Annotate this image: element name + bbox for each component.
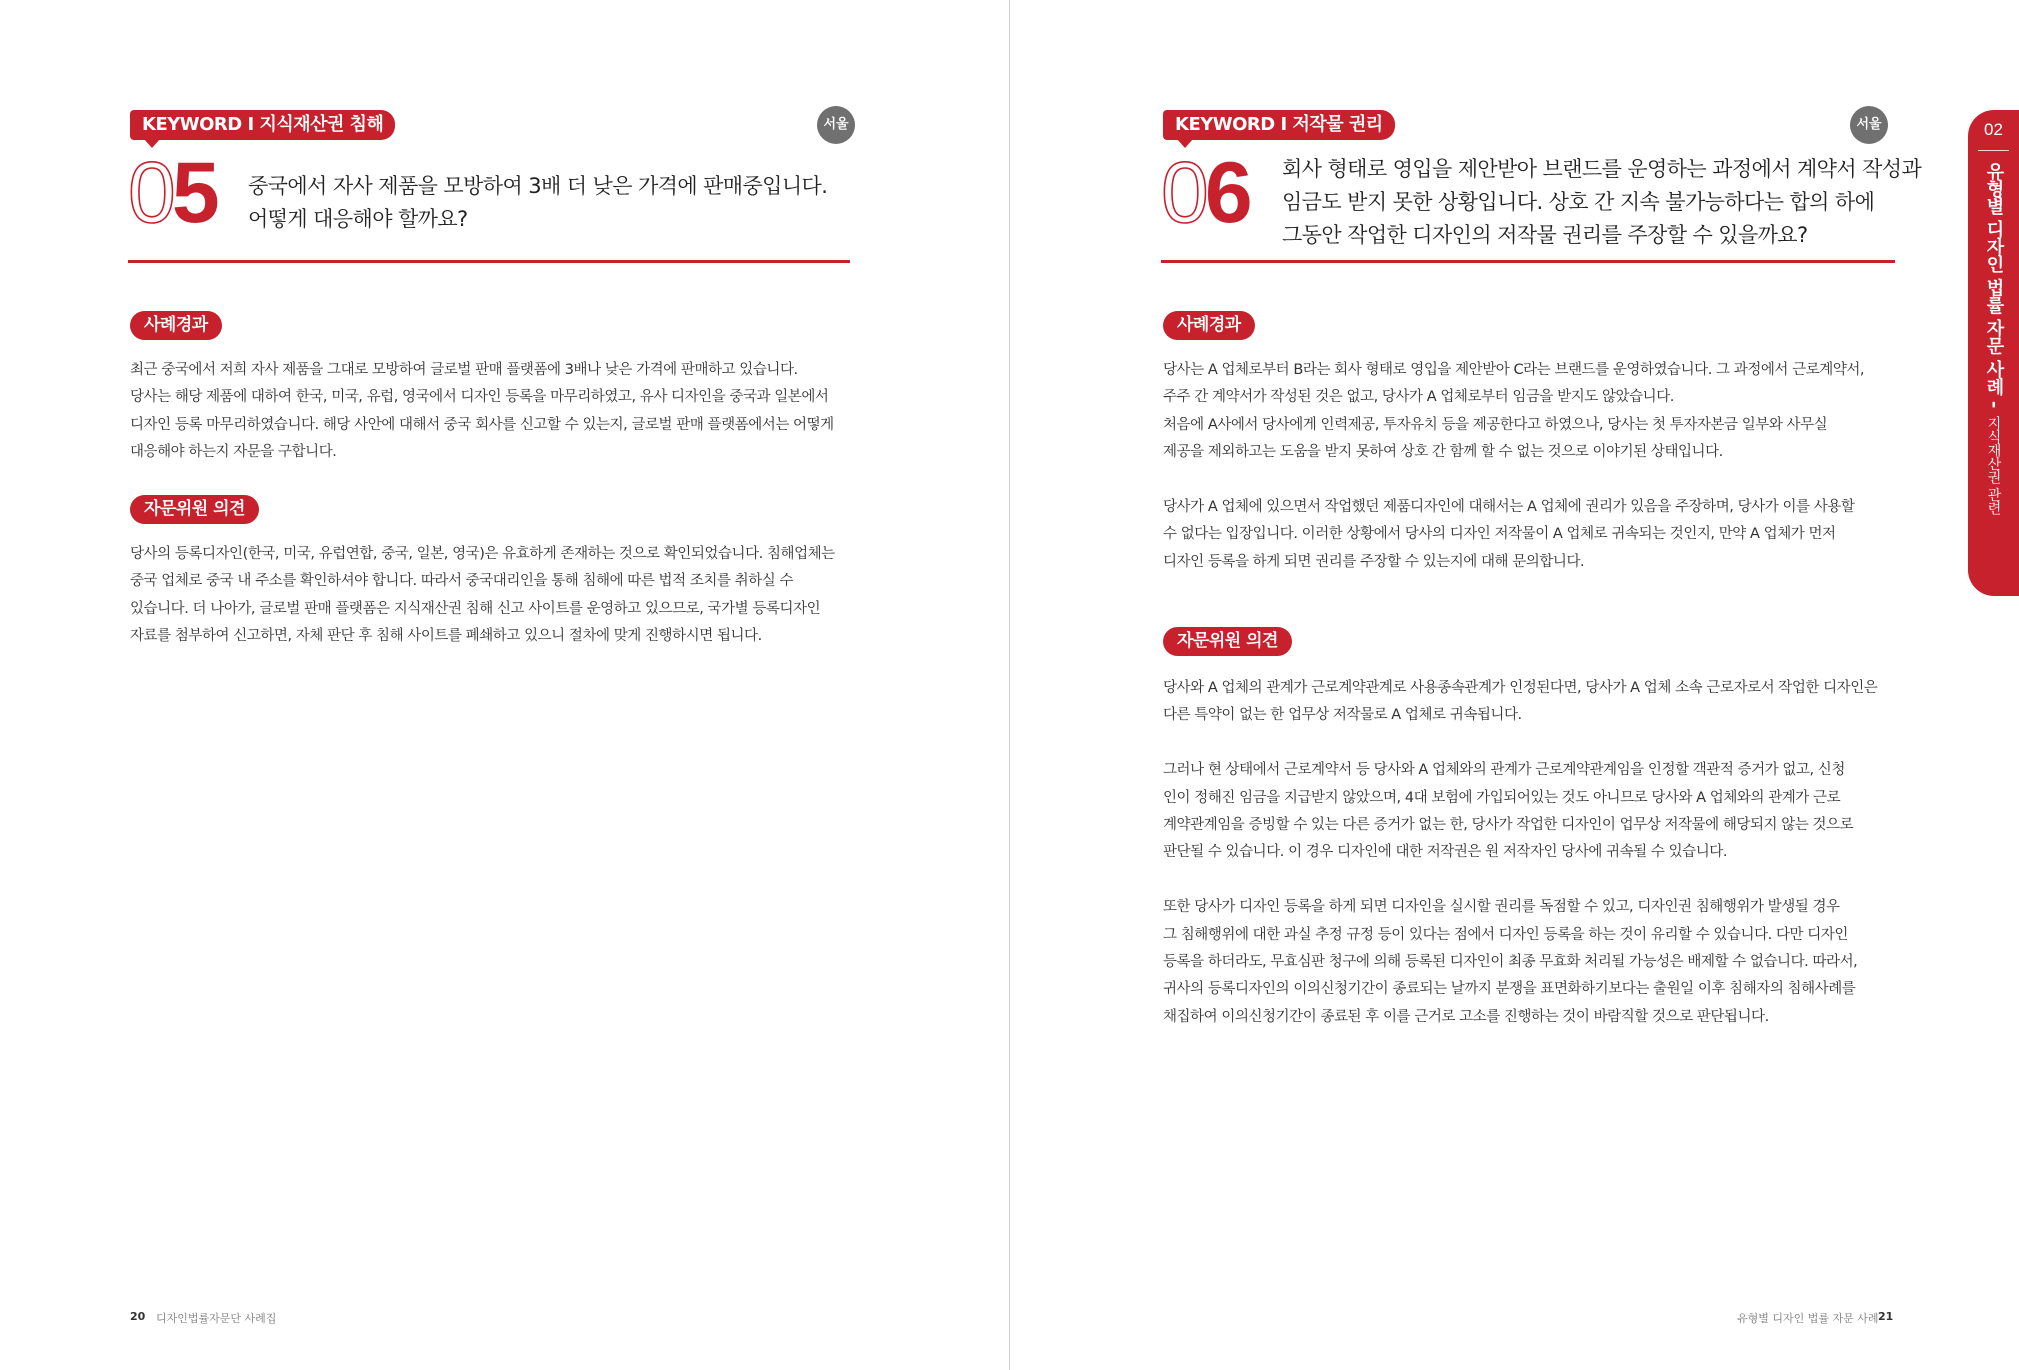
footer-title: 유형별 디자인 법률 자문 사례 — [1737, 1312, 1879, 1325]
body-line: 채집하여 이의신청기간이 종료된 후 이를 근거로 고소를 진행하는 것이 바람직할 것으로 판단됩니다. — [1163, 1008, 1769, 1025]
chapter-index-tab[interactable] — [1968, 110, 2019, 596]
body-line: 판단될 수 있습니다. 이 경우 디자인에 대한 저작권은 원 저작자인 당사에 귀속될 수 있습니다. — [1163, 844, 1727, 861]
right-page — [1010, 0, 2019, 1370]
body-line: 그 침해행위에 대한 과실 추정 규정 등이 있다는 점에서 디자인 등록을 하는 것이 유리할 수 있습니다. 다만 디자인 — [1163, 926, 1848, 943]
keyword-tag: KEYWORD I 저작물 권리 — [1163, 110, 1395, 140]
question-number — [1161, 145, 1249, 241]
page-number: 21 — [1878, 1310, 1894, 1323]
body-line: 대응해야 하는지 자문을 구합니다. — [130, 444, 337, 461]
chapter-title-sub: 지식재산권 관련 — [1985, 415, 2002, 515]
body-line: 당사는 A 업체로부터 B라는 회사 형태로 영입을 제안받아 C라는 브랜드를 운영하였습니다. 그 과정에서 근로계약서, — [1163, 362, 1865, 378]
question-title — [1282, 153, 1922, 252]
question-divider — [128, 260, 850, 263]
question-title — [248, 170, 868, 236]
region-badge: 서울 — [1850, 106, 1888, 144]
question-line: 그동안 작업한 디자인의 저작물 권리를 주장할 수 있을까요? — [1282, 223, 1808, 247]
opinion-body — [1163, 675, 1899, 1031]
body-line: 처음에 A사에서 당사에게 인력제공, 투자유치 등을 제공한다고 하였으나, 당사는 첫 투자자본금 일부와 사무실 — [1163, 416, 1828, 433]
body-line: 또한 당사가 디자인 등록을 하게 되면 디자인을 실시할 권리를 독점할 수 있고, 디자인권 침해행위가 발생될 경우 — [1163, 899, 1840, 916]
body-line: 주주 간 계약서가 작성된 것은 없고, 당사가 A 업체로부터 임금을 받지도 않았습니다. — [1163, 389, 1674, 406]
question-number-solid: 5 — [171, 145, 216, 241]
body-line: 디자인 등록 마무리하였습니다. 해당 사안에 대해서 중국 회사를 신고할 수 있는지, 글로벌 판매 플랫폼에서는 어떻게 — [130, 416, 834, 433]
question-number — [128, 145, 216, 241]
left-page — [0, 0, 1009, 1370]
footer-title: 디자인법률자문단 사례집 — [156, 1312, 277, 1325]
question-divider — [1161, 260, 1895, 263]
question-line: 임금도 받지 못한 상황입니다. 상호 간 지속 불가능하다는 합의 하에 — [1282, 190, 1875, 214]
question-line: 중국에서 자사 제품을 모방하여 3배 더 낮은 가격에 판매중입니다. — [248, 174, 828, 198]
question-number-solid: 6 — [1204, 145, 1249, 241]
body-line: 제공을 제외하고는 도움을 받지 못하여 상호 간 함께 할 수 없는 것으로 이야기된 상태입니다. — [1163, 444, 1723, 461]
section-label-opinion: 자문위원 의견 — [130, 495, 259, 524]
body-line: 인이 정해진 임금을 지급받지 않았으며, 4대 보험에 가입되어있는 것도 아니므로 당사와 A 업체와의 관계가 근로 — [1163, 789, 1841, 806]
chapter-number: 02 — [1984, 120, 2003, 139]
body-line: 귀사의 등록디자인의 이의신청기간이 종료되는 날까지 분쟁을 표면화하기보다는 출원일 이후 침해자의 침해사례를 — [1163, 981, 1856, 998]
question-number-outline: 0 — [128, 145, 172, 241]
keyword-tag: KEYWORD I 지식재산권 침해 — [130, 110, 395, 140]
opinion-body — [130, 541, 854, 651]
body-line: 있습니다. 더 나아가, 글로벌 판매 플랫폼은 지식재산권 침해 신고 사이트를 운영하고 있으므로, 국가별 등록디자인 — [130, 600, 821, 617]
question-number-outline: 0 — [1161, 145, 1205, 241]
section-label-case: 사례경과 — [130, 311, 222, 340]
body-line: 등록을 하더라도, 무효심판 청구에 의해 등록된 디자인이 최종 무효화 처리될 가능성은 배제할 수 없습니다. 따라서, — [1163, 954, 1858, 971]
body-line: 다른 특약이 없는 한 업무상 저작물로 A 업체로 귀속됩니다. — [1163, 707, 1522, 724]
body-line: 중국 업체로 중국 내 주소를 확인하셔야 합니다. 따라서 중국대리인을 통해 침해에 따른 법적 조치를 취하실 수 — [130, 573, 794, 590]
case-body — [1163, 357, 1899, 576]
body-line: 당사의 등록디자인(한국, 미국, 유럽연합, 중국, 일본, 영국)은 유효하게 존재하는 것으로 확인되었습니다. 침해업체는 — [130, 546, 835, 562]
body-line: 그러나 현 상태에서 근로계약서 등 당사와 A 업체와의 관계가 근로계약관계임을 인정할 객관적 증거가 없고, 신청 — [1163, 762, 1845, 779]
body-line: 계약관계임을 증빙할 수 있는 다른 증거가 없는 한, 당사가 작업한 디자인이 업무상 저작물에 해당되지 않는 것으로 — [1163, 817, 1854, 834]
body-line: 당사가 A 업체에 있으면서 작업했던 제품디자인에 대해서는 A 업체에 권리가 있음을 주장하며, 당사가 이를 사용할 — [1163, 499, 1855, 516]
body-line: 디자인 등록을 하게 되면 권리를 주장할 수 있는지에 대해 문의합니다. — [1163, 553, 1585, 570]
chapter-title — [1968, 162, 2019, 514]
body-line: 수 없다는 입장입니다. 이러한 상황에서 당사의 디자인 저작물이 A 업체로 귀속되는 것인지, 만약 A 업체가 먼저 — [1163, 526, 1836, 543]
section-label-case: 사례경과 — [1163, 311, 1255, 340]
question-line: 어떻게 대응해야 할까요? — [248, 207, 468, 231]
body-line: 당사와 A 업체의 관계가 근로계약관계로 사용종속관계가 인정된다면, 당사가 A 업체 소속 근로자로서 작업한 디자인은 — [1163, 680, 1878, 696]
case-body — [130, 357, 854, 467]
region-badge: 서울 — [817, 106, 855, 144]
question-line: 회사 형태로 영입을 제안받아 브랜드를 운영하는 과정에서 계약서 작성과 — [1282, 157, 1922, 181]
body-line: 자료를 첨부하여 신고하면, 자체 판단 후 침해 사이트를 폐쇄하고 있으니 절차에 맞게 진행하시면 됩니다. — [130, 628, 762, 645]
page-number: 20 — [130, 1310, 146, 1323]
chapter-tab-divider — [1978, 150, 2009, 151]
body-line: 당사는 해당 제품에 대하여 한국, 미국, 유럽, 영국에서 디자인 등록을 마무리하였고, 유사 디자인을 중국과 일본에서 — [130, 389, 829, 406]
section-label-opinion: 자문위원 의견 — [1163, 627, 1292, 656]
chapter-title-main: 유형별 디자인 법률 자문 사례 - — [1983, 162, 2005, 408]
body-line: 최근 중국에서 저희 자사 제품을 그대로 모방하여 글로벌 판매 플랫폼에 3배나 낮은 가격에 판매하고 있습니다. — [130, 362, 798, 378]
